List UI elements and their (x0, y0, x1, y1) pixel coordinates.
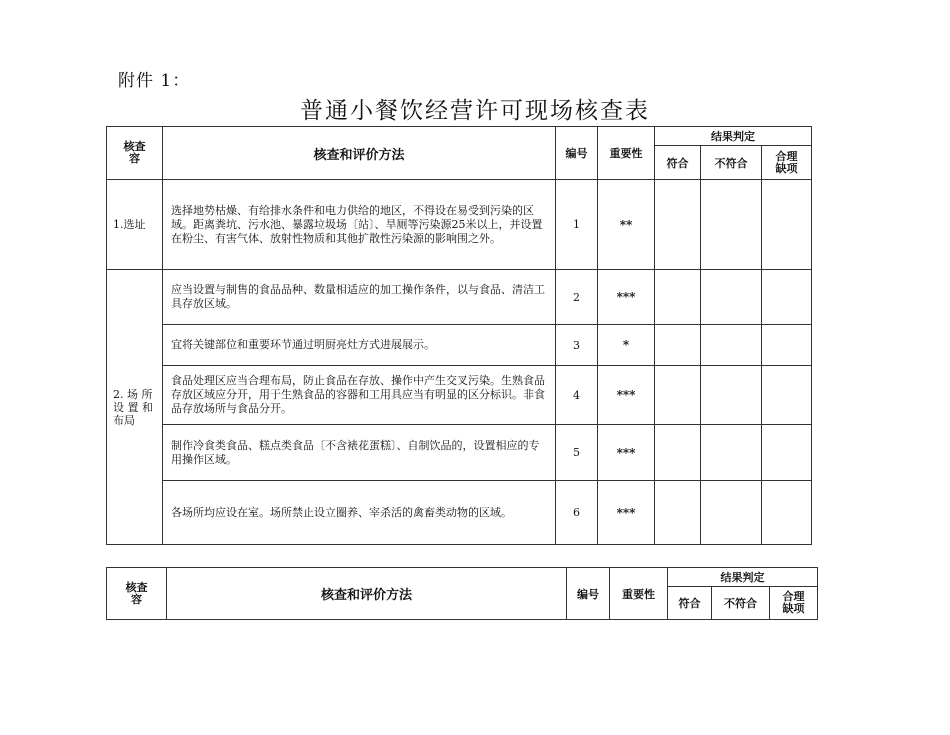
conform-cell[interactable] (655, 180, 701, 270)
header-number: 编号 (567, 568, 610, 620)
importance-cell: * (598, 325, 655, 366)
reasonable-cell[interactable] (762, 425, 812, 481)
importance-cell: *** (598, 481, 655, 545)
section-label-line3: 布局 (113, 413, 135, 427)
section-label-line1: 2. 场 所 (113, 387, 153, 401)
header-nonconform: 不符合 (701, 146, 762, 180)
nonconform-cell[interactable] (701, 325, 762, 366)
attachment-label: 附件 1： (118, 71, 191, 91)
conform-cell[interactable] (655, 270, 701, 325)
reasonable-cell[interactable] (762, 366, 812, 425)
header-nonconform: 不符合 (712, 587, 770, 620)
header-category (107, 568, 167, 620)
conform-cell[interactable] (655, 481, 701, 545)
conform-cell[interactable] (655, 325, 701, 366)
number-cell: 1 (556, 180, 598, 270)
number-cell: 2 (556, 270, 598, 325)
header-reasonable-line2: 缺项 (782, 602, 805, 615)
header-reasonable (762, 146, 812, 180)
nonconform-cell[interactable] (701, 180, 762, 270)
method-cell: 应当设置与制售的食品品种、数量相适应的加工操作条件，以与食品、清洁工具存放区域。 (163, 270, 556, 325)
number-cell: 6 (556, 481, 598, 545)
section-label-line2: 设 置 和 (113, 400, 153, 414)
method-cell: 选择地势枯燥、有给排水条件和电力供给的地区，不得设在易受到污染的区域。距离粪坑、污水池、暴露垃圾场〔站〕、旱厕等污染源25米以上，并设置在粉尘、有害气体、放射性物质和其他扩散性污染源的影响围之外。 (163, 180, 556, 270)
table-row (107, 425, 812, 481)
nonconform-cell[interactable] (701, 481, 762, 545)
importance-cell: *** (598, 425, 655, 481)
table-row (107, 366, 812, 425)
importance-cell: *** (598, 270, 655, 325)
importance-cell: *** (598, 366, 655, 425)
inspection-table (106, 126, 812, 545)
header-conform: 符合 (668, 587, 712, 620)
header-category-line2: 容 (129, 152, 140, 165)
section-label: 1.选址 (107, 180, 163, 270)
header-category (107, 127, 163, 180)
header-reasonable-line1: 合理 (782, 590, 805, 603)
nonconform-cell[interactable] (701, 270, 762, 325)
reasonable-cell[interactable] (762, 270, 812, 325)
nonconform-cell[interactable] (701, 425, 762, 481)
inspection-table-continued (106, 567, 818, 620)
method-cell: 宜将关键部位和重要环节通过明厨亮灶方式进展展示。 (163, 325, 556, 366)
reasonable-cell[interactable] (762, 481, 812, 545)
header-category-line1: 核查 (123, 140, 146, 153)
header-importance: 重要性 (598, 127, 655, 180)
method-cell: 食品处理区应当合理布局，防止食品在存放、操作中产生交叉污染。生熟食品存放区域应分开，用于生熟食品的容器和工用具应当有明显的区分标识。非食品存放场所与食品分开。 (163, 366, 556, 425)
table-row (107, 481, 812, 545)
importance-cell: ** (598, 180, 655, 270)
number-cell: 5 (556, 425, 598, 481)
header-importance: 重要性 (610, 568, 668, 620)
header-method: 核查和评价方法 (163, 127, 556, 180)
header-category-line2: 容 (131, 592, 142, 606)
method-cell: 各场所均应设在室。场所禁止设立圈养、宰杀活的禽畜类动物的区域。 (163, 481, 556, 545)
header-result: 结果判定 (668, 568, 818, 587)
number-cell: 3 (556, 325, 598, 366)
reasonable-cell[interactable] (762, 325, 812, 366)
header-conform: 符合 (655, 146, 701, 180)
section-label (107, 270, 163, 545)
header-result: 结果判定 (655, 127, 812, 146)
table-row (107, 270, 812, 325)
table-row (107, 325, 812, 366)
method-cell: 制作冷食类食品、糕点类食品〔不含裱花蛋糕〕、自制饮品的，设置相应的专用操作区域。 (163, 425, 556, 481)
document-title: 普通小餐饮经营许可现场核查表 (300, 98, 650, 124)
number-cell: 4 (556, 366, 598, 425)
conform-cell[interactable] (655, 366, 701, 425)
nonconform-cell[interactable] (701, 366, 762, 425)
header-method: 核查和评价方法 (167, 568, 567, 620)
header-category-line1: 核查 (125, 580, 148, 594)
table-row (107, 180, 812, 270)
header-reasonable-line2: 缺项 (775, 161, 798, 175)
conform-cell[interactable] (655, 425, 701, 481)
header-reasonable (770, 587, 818, 620)
reasonable-cell[interactable] (762, 180, 812, 270)
header-number: 编号 (556, 127, 598, 180)
header-reasonable-line1: 合理 (775, 149, 798, 163)
